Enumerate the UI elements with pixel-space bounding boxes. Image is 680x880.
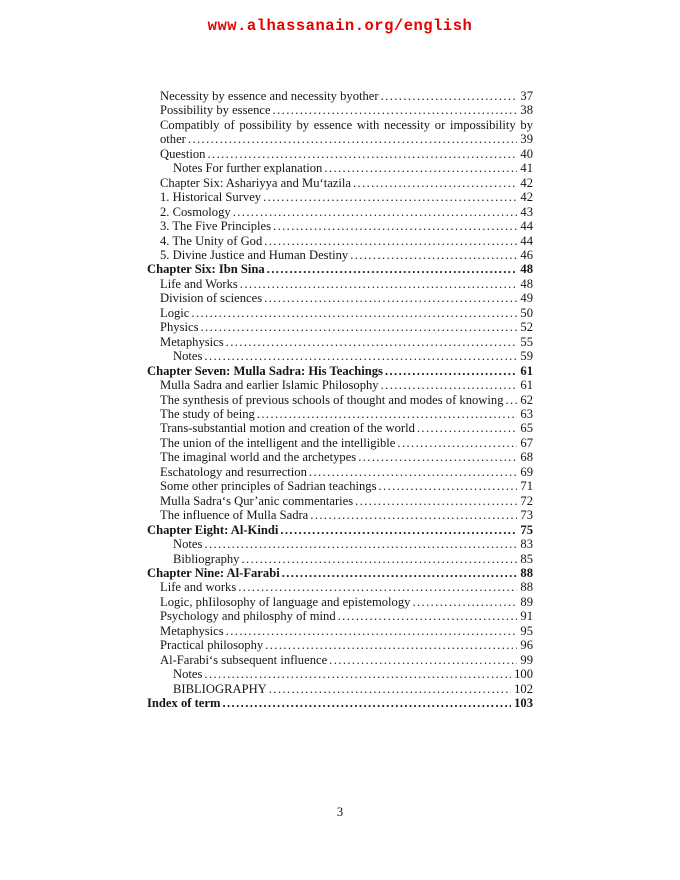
toc-dot-leader bbox=[204, 667, 511, 681]
toc-entry-page: 88 bbox=[520, 565, 533, 580]
toc-dot-leader bbox=[241, 552, 517, 566]
toc-dot-leader bbox=[282, 566, 518, 580]
toc-entry bbox=[147, 580, 533, 594]
toc-entry-label: Division of sciences bbox=[160, 291, 263, 306]
page-number: 3 bbox=[336, 805, 344, 819]
toc-entry-page: 99 bbox=[520, 652, 533, 667]
toc-entry bbox=[147, 624, 533, 638]
toc-entry-label: Bibliography bbox=[173, 551, 240, 566]
toc-entry-page: 44 bbox=[520, 233, 533, 248]
toc-entry bbox=[147, 190, 533, 204]
toc-entry-label: Psychology and philosphy of mind bbox=[160, 609, 336, 624]
toc-dot-leader bbox=[350, 248, 517, 262]
toc-entry bbox=[147, 682, 533, 696]
toc-entry bbox=[147, 595, 533, 609]
toc-entry-page: 55 bbox=[520, 334, 533, 349]
toc-dot-leader bbox=[417, 421, 518, 435]
toc-entry-label: Notes bbox=[173, 667, 203, 682]
toc-dot-leader bbox=[263, 190, 517, 204]
toc-dot-leader bbox=[238, 580, 517, 594]
toc-entry-page: 69 bbox=[520, 464, 533, 479]
toc-entry-page: 88 bbox=[520, 580, 533, 595]
toc-dot-leader bbox=[379, 479, 518, 493]
toc-entry-page: 49 bbox=[520, 291, 533, 306]
toc-entry-page: 68 bbox=[520, 450, 533, 465]
toc-dot-leader bbox=[280, 523, 517, 537]
toc-dot-leader bbox=[201, 320, 518, 334]
table-of-contents bbox=[147, 89, 533, 710]
toc-entry bbox=[147, 118, 533, 132]
toc-dot-leader bbox=[222, 696, 511, 710]
toc-entry-label: Life and works bbox=[160, 580, 237, 595]
toc-entry-page: 39 bbox=[520, 132, 533, 147]
toc-entry-page: 40 bbox=[520, 146, 533, 161]
toc-entry-page: 91 bbox=[520, 609, 533, 624]
toc-entry bbox=[147, 479, 533, 493]
toc-dot-leader bbox=[310, 508, 517, 522]
toc-dot-leader bbox=[412, 595, 517, 609]
toc-entry-label: Trans-substantial motion and creation of the world bbox=[160, 421, 415, 436]
toc-entry bbox=[147, 161, 533, 175]
toc-entry bbox=[147, 653, 533, 667]
toc-entry bbox=[147, 494, 533, 508]
toc-dot-leader bbox=[226, 624, 518, 638]
toc-entry-page: 44 bbox=[520, 219, 533, 234]
toc-entry-page: 43 bbox=[520, 204, 533, 219]
toc-entry-label: The study of being bbox=[160, 406, 255, 421]
toc-dot-leader bbox=[233, 205, 518, 219]
toc-entry-label: Chapter Eight: Al-Kindi bbox=[147, 522, 279, 537]
toc-entry-label: The synthesis of previous schools of thought and modes of knowing bbox=[160, 392, 504, 407]
toc-dot-leader bbox=[207, 147, 517, 161]
toc-dot-leader bbox=[353, 176, 517, 190]
toc-entry bbox=[147, 552, 533, 566]
toc-entry bbox=[147, 89, 533, 103]
toc-entry-label: 3. The Five Principles bbox=[160, 219, 272, 234]
toc-entry bbox=[147, 638, 533, 652]
toc-dot-leader bbox=[358, 450, 517, 464]
toc-entry bbox=[147, 349, 533, 363]
toc-entry bbox=[147, 234, 533, 248]
toc-dot-leader bbox=[381, 378, 518, 392]
toc-dot-leader bbox=[191, 306, 517, 320]
toc-entry bbox=[147, 566, 533, 580]
toc-dot-leader bbox=[273, 103, 518, 117]
toc-entry-label: Possibility by essence bbox=[160, 103, 271, 118]
toc-entry-page: 95 bbox=[520, 623, 533, 638]
toc-dot-leader bbox=[264, 291, 517, 305]
toc-entry-page: 37 bbox=[520, 89, 533, 103]
toc-entry bbox=[147, 262, 533, 276]
toc-entry bbox=[147, 103, 533, 117]
toc-entry bbox=[147, 176, 533, 190]
toc-entry-label: Compatibly of possibility by essence with necessity or impossibility by bbox=[160, 117, 533, 132]
toc-entry-label: Necessity by essence and necessity byother bbox=[160, 89, 379, 103]
toc-entry-label: Chapter Nine: Al-Farabi bbox=[147, 565, 280, 580]
toc-entry bbox=[147, 306, 533, 320]
toc-entry bbox=[147, 219, 533, 233]
toc-entry-label: Metaphysics bbox=[160, 623, 224, 638]
toc-entry bbox=[147, 609, 533, 623]
toc-entry-page: 73 bbox=[520, 508, 533, 523]
toc-entry bbox=[147, 320, 533, 334]
toc-dot-leader bbox=[257, 407, 518, 421]
toc-entry-label: The imaginal world and the archetypes bbox=[160, 450, 357, 465]
toc-entry bbox=[147, 667, 533, 681]
toc-entry-page: 72 bbox=[520, 493, 533, 508]
toc-dot-leader bbox=[338, 609, 518, 623]
toc-dot-leader bbox=[204, 349, 517, 363]
toc-entry-label: Mulla Sadra‘s Qur’anic commentaries bbox=[160, 493, 354, 508]
toc-entry-label: BIBLIOGRAPHY bbox=[173, 681, 267, 696]
toc-dot-leader bbox=[269, 682, 511, 696]
toc-dot-leader bbox=[240, 277, 518, 291]
toc-entry bbox=[147, 537, 533, 551]
toc-entry-label: Physics bbox=[160, 320, 199, 335]
toc-entry bbox=[147, 696, 533, 710]
toc-entry-label: Practical philosophy bbox=[160, 638, 264, 653]
toc-entry-page: 61 bbox=[520, 378, 533, 393]
toc-entry bbox=[147, 465, 533, 479]
toc-entry-page: 42 bbox=[520, 190, 533, 205]
toc-entry-page: 59 bbox=[520, 349, 533, 364]
toc-entry-page: 38 bbox=[520, 103, 533, 118]
header-url: www.alhassanain.org/english bbox=[207, 17, 473, 35]
toc-entry-page: 75 bbox=[520, 522, 533, 537]
toc-entry-label: other bbox=[160, 132, 186, 147]
toc-entry-page: 50 bbox=[520, 305, 533, 320]
toc-entry-page: 48 bbox=[520, 262, 533, 277]
toc-dot-leader bbox=[324, 161, 517, 175]
toc-entry-label: 1. Historical Survey bbox=[160, 190, 262, 205]
toc-entry bbox=[147, 291, 533, 305]
toc-entry-page: 96 bbox=[520, 638, 533, 653]
toc-dot-leader bbox=[267, 262, 518, 276]
toc-entry bbox=[147, 248, 533, 262]
toc-entry-label: Notes bbox=[173, 537, 203, 552]
toc-entry bbox=[147, 205, 533, 219]
toc-dot-leader bbox=[397, 436, 517, 450]
toc-entry-label: Index of term bbox=[147, 696, 221, 711]
toc-entry-page: 83 bbox=[520, 537, 533, 552]
toc-dot-leader bbox=[506, 393, 518, 407]
toc-entry-page: 71 bbox=[520, 479, 533, 494]
toc-entry-page: 89 bbox=[520, 594, 533, 609]
toc-entry-page: 46 bbox=[520, 247, 533, 262]
toc-dot-leader bbox=[226, 335, 518, 349]
toc-entry-page: 41 bbox=[520, 161, 533, 176]
toc-entry-label: Mulla Sadra and earlier Islamic Philosophy bbox=[160, 378, 379, 393]
toc-entry-label: Question bbox=[160, 146, 206, 161]
toc-entry-label: Chapter Seven: Mulla Sadra: His Teachings bbox=[147, 363, 383, 378]
toc-entry-page: 63 bbox=[520, 406, 533, 421]
toc-dot-leader bbox=[355, 494, 517, 508]
toc-dot-leader bbox=[385, 364, 517, 378]
toc-entry-label: Al-Farabi‘s subsequent influence bbox=[160, 652, 328, 667]
toc-entry-label: 4. The Unity of God bbox=[160, 233, 263, 248]
toc-entry-page: 42 bbox=[520, 175, 533, 190]
toc-dot-leader bbox=[329, 653, 517, 667]
toc-entry bbox=[147, 335, 533, 349]
toc-entry bbox=[147, 132, 533, 146]
toc-entry-page: 48 bbox=[520, 276, 533, 291]
toc-entry-label: Chapter Six: Ashariyya and Mu‘tazila bbox=[160, 175, 351, 190]
toc-entry-label: 5. Divine Justice and Human Destiny bbox=[160, 247, 349, 262]
toc-entry bbox=[147, 378, 533, 392]
toc-entry-page: 85 bbox=[520, 551, 533, 566]
toc-entry-label: Chapter Six: Ibn Sina bbox=[147, 262, 265, 277]
toc-entry bbox=[147, 436, 533, 450]
toc-dot-leader bbox=[265, 638, 517, 652]
toc-entry-label: Notes bbox=[173, 349, 203, 364]
toc-entry-page: 103 bbox=[514, 696, 533, 711]
toc-entry-page: 62 bbox=[520, 392, 533, 407]
toc-dot-leader bbox=[309, 465, 518, 479]
toc-entry bbox=[147, 450, 533, 464]
toc-entry bbox=[147, 523, 533, 537]
toc-entry-label: Life and Works bbox=[160, 276, 238, 291]
toc-entry-label: Eschatology and resurrection bbox=[160, 464, 307, 479]
toc-dot-leader bbox=[381, 89, 518, 103]
toc-entry bbox=[147, 147, 533, 161]
toc-entry-label: The influence of Mulla Sadra bbox=[160, 508, 309, 523]
toc-entry-page: 67 bbox=[520, 435, 533, 450]
toc-entry-page: 65 bbox=[520, 421, 533, 436]
toc-entry bbox=[147, 277, 533, 291]
toc-entry-page: 102 bbox=[514, 681, 533, 696]
toc-entry-page: 52 bbox=[520, 320, 533, 335]
toc-entry-label: Notes For further explanation bbox=[173, 161, 323, 176]
toc-dot-leader bbox=[273, 219, 517, 233]
toc-entry bbox=[147, 508, 533, 522]
toc-dot-leader bbox=[188, 132, 518, 146]
toc-entry-page: 100 bbox=[514, 667, 533, 682]
toc-entry bbox=[147, 407, 533, 421]
toc-dot-leader bbox=[204, 537, 517, 551]
toc-entry-label: Some other principles of Sadrian teachings bbox=[160, 479, 377, 494]
toc-entry-label: Logic, phIilosophy of language and epistemology bbox=[160, 594, 411, 609]
toc-entry-page: 61 bbox=[520, 363, 533, 378]
toc-entry bbox=[147, 393, 533, 407]
toc-entry-label: The union of the intelligent and the intelligible bbox=[160, 435, 396, 450]
toc-dot-leader bbox=[264, 234, 517, 248]
toc-entry-label: Metaphysics bbox=[160, 334, 224, 349]
toc-entry-label: 2. Cosmology bbox=[160, 204, 231, 219]
toc-entry-label: Logic bbox=[160, 305, 190, 320]
toc-entry bbox=[147, 364, 533, 378]
toc-entry bbox=[147, 421, 533, 435]
